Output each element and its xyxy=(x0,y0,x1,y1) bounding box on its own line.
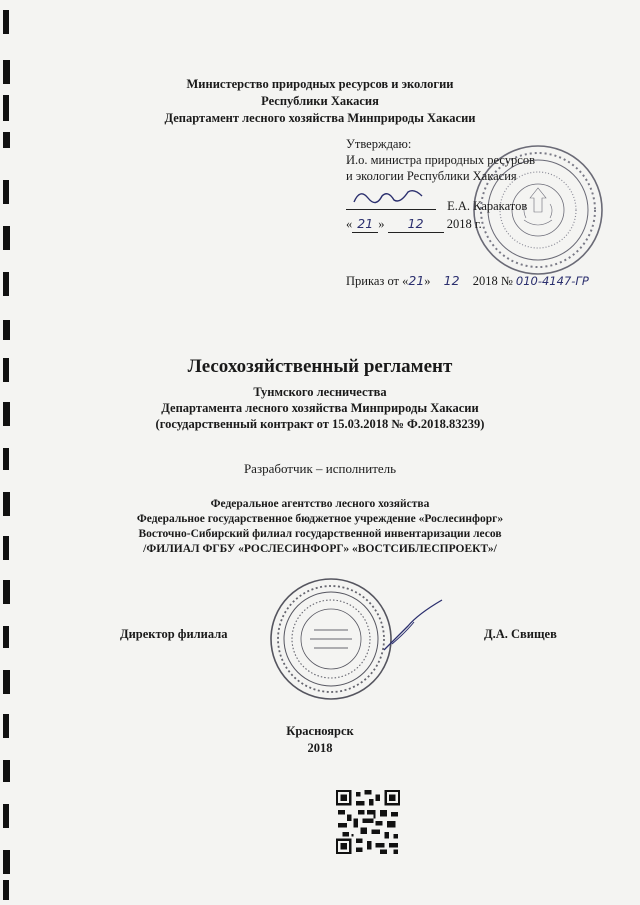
footer-place-year xyxy=(0,723,640,757)
footer-city: Красноярск xyxy=(286,724,354,738)
org-line-1: Федеральное агентство лесного хозяйства xyxy=(210,498,430,510)
scan-edge-marks xyxy=(0,0,16,905)
approval-role-line-1: И.о. министра природных ресурсов xyxy=(346,153,536,167)
director-signature xyxy=(378,596,448,656)
order-quote: » xyxy=(424,274,431,288)
org-line-4: /ФИЛИАЛ ФГБУ «РОСЛЕСИНФОРГ» «ВОСТСИБЛЕСПРОЕКТ»/ xyxy=(143,543,497,555)
ministry-line-1: Министерство природных ресурсов и экологии xyxy=(186,77,454,91)
ministry-header xyxy=(0,76,640,127)
org-line-3: Восточно-Сибирский филиал государственной инвентаризации лесов xyxy=(138,528,502,540)
approval-date-day: 21 xyxy=(352,216,378,233)
date-open-quote: « xyxy=(346,217,353,231)
director-label: Директор филиала xyxy=(120,627,228,641)
approval-role-line-2: и экологии Республики Хакасия xyxy=(346,169,517,183)
developer-organization xyxy=(0,497,640,557)
approval-date-line xyxy=(346,216,626,233)
qr-code xyxy=(336,790,400,854)
signature-scribble xyxy=(350,186,430,208)
approval-label: Утверждаю: xyxy=(346,137,412,151)
order-number: 010-4147-ГР xyxy=(515,274,589,288)
director-name: Д.А. Свищев xyxy=(484,627,557,641)
ministry-line-2: Республики Хакасия xyxy=(261,94,379,108)
order-month: 12 xyxy=(443,273,460,288)
approval-date-month: 12 xyxy=(388,216,444,233)
document-title: Лесохозяйственный регламент xyxy=(187,356,453,377)
footer-year: 2018 xyxy=(307,741,333,755)
order-prefix: Приказ от « xyxy=(346,274,409,288)
subtitle-line-1: Тунмского лесничества xyxy=(253,385,387,399)
order-year-no: 2018 № xyxy=(472,274,513,288)
order-day: 21 xyxy=(408,273,425,288)
subtitle-line-2: Департамента лесного хозяйства Минприроды Хакасии xyxy=(161,401,479,415)
official-seal-bottom xyxy=(266,574,396,704)
ministry-line-3: Департамент лесного хозяйства Минприроды Хакасии xyxy=(164,111,476,125)
order-line xyxy=(346,273,626,289)
developer-label: Разработчик – исполнитель xyxy=(243,461,397,476)
document-subtitle xyxy=(0,384,640,432)
approval-block xyxy=(346,136,626,289)
approval-signatory: Е.А. Каракатов xyxy=(447,199,528,213)
approval-signature-line xyxy=(346,198,626,214)
org-line-2: Федеральное государственное бюджетное учреждение «Рослесинфорг» xyxy=(136,513,504,525)
subtitle-line-3: (государственный контракт от 15.03.2018 № Ф.2018.83239) xyxy=(155,417,485,431)
approval-date-year: 2018 г. xyxy=(446,217,482,231)
date-close-quote: » xyxy=(378,217,385,231)
handwritten-signature xyxy=(350,186,430,211)
